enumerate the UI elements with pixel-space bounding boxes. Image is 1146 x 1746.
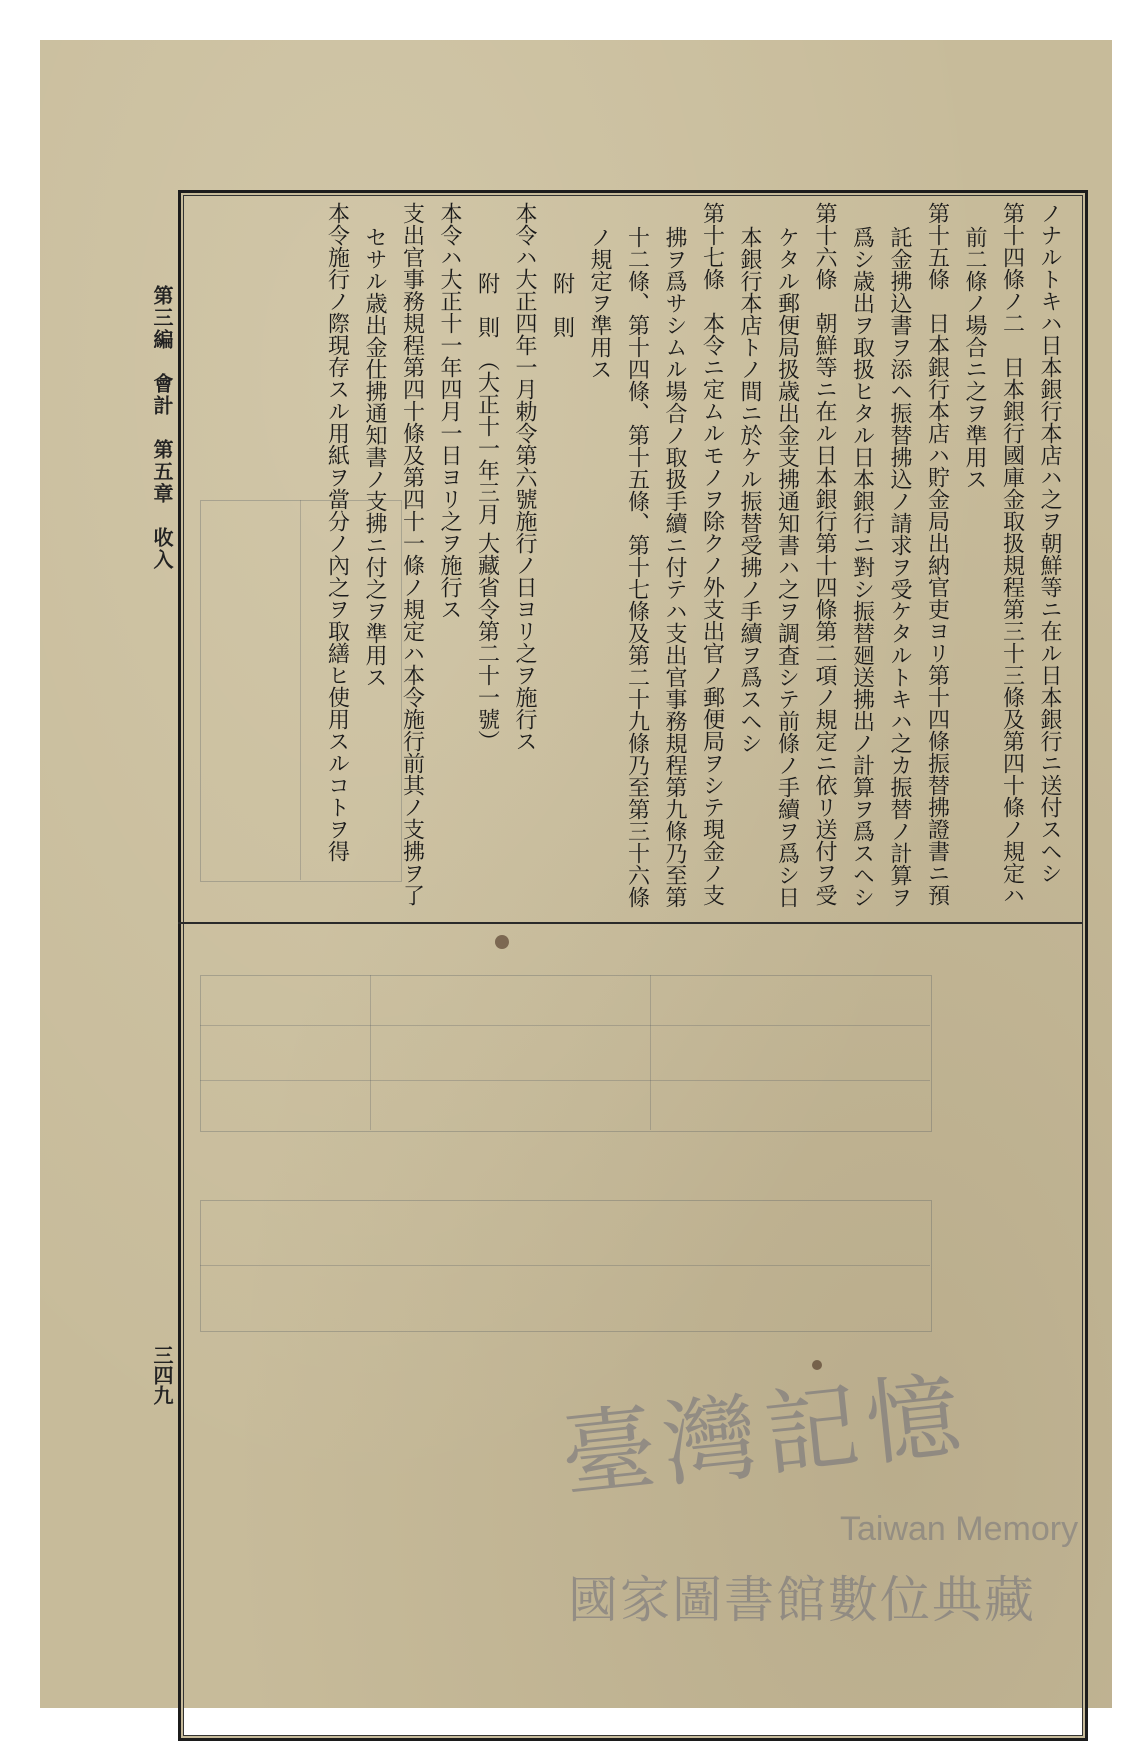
text-line: 本銀行本店トノ間ニ於ケル振替受拂ノ手續ヲ爲スヘシ bbox=[737, 226, 762, 754]
text-line: 託金拂込書ヲ添ヘ振替拂込ノ請求ヲ受ケタルトキハ之カ振替ノ計算ヲ bbox=[887, 226, 912, 908]
supplementary-text: 支出官事務規程第四十條及第四十一條ノ規定ハ本令施行前其ノ支拂ヲ了 bbox=[399, 202, 425, 906]
supplementary-heading: 附 則 bbox=[549, 272, 575, 338]
text-line: ノナルトキハ日本銀行本店ハ之ヲ朝鮮等ニ在ル日本銀行ニ送付スヘシ bbox=[1037, 202, 1062, 884]
page-number: 三四九 bbox=[150, 1345, 174, 1405]
text-line: ノ規定ヲ準用ス bbox=[587, 226, 612, 380]
supplementary-heading: 附 則 （大正十一年三月 大藏省令第二十一號） bbox=[474, 272, 500, 752]
supplementary-text: 本令ハ大正四年一月勅令第六號施行ノ日ヨリ之ヲ施行ス bbox=[512, 202, 537, 752]
frame-divider bbox=[178, 922, 1082, 924]
article-14-2: 第十四條ノ二 日本銀行國庫金取扱規程第三十三條及第四十條ノ規定ハ bbox=[999, 202, 1025, 906]
body-text bbox=[278, 202, 1068, 907]
watermark-chinese: 國家圖書館數位典藏 bbox=[568, 1571, 1036, 1629]
text-line: 爲シ歳出ヲ取扱ヒタル日本銀行ニ對シ振替廻送拂出ノ計算ヲ爲スヘシ bbox=[849, 226, 875, 908]
text-line: ケタル郵便局扱歳出金支拂通知書ハ之ヲ調査シテ前條ノ手續ヲ爲シ日 bbox=[774, 226, 800, 908]
page-scan bbox=[40, 40, 1112, 1708]
text-line: 十二條、第十四條、第十五條、第十七條及第二十九條乃至第三十六條 bbox=[624, 226, 650, 908]
supplementary-text: 本令施行ノ際現存スル用紙ヲ當分ノ內之ヲ取繕ヒ使用スルコトヲ得 bbox=[324, 202, 350, 862]
watermark-english: Taiwan Memory bbox=[840, 1510, 1079, 1548]
text-line: 拂ヲ爲サシムル場合ノ取扱手續ニ付テハ支出官事務規程第九條乃至第 bbox=[662, 226, 687, 908]
text-line: 前二條ノ場合ニ之ヲ準用ス bbox=[962, 226, 987, 490]
supplementary-text: 本令ハ大正十一年四月一日ヨリ之ヲ施行ス bbox=[437, 202, 462, 620]
text-line: セサル歳出金仕拂通知書ノ支拂ニ付之ヲ準用ス bbox=[362, 226, 387, 688]
article-17: 第十七條 本令ニ定ムルモノヲ除クノ外支出官ノ郵便局ヲシテ現金ノ支 bbox=[699, 202, 725, 906]
article-15: 第十五條 日本銀行本店ハ貯金局出納官吏ヨリ第十四條振替拂證書ニ預 bbox=[924, 202, 950, 906]
watermark-logo: 臺灣記憶 bbox=[556, 1360, 974, 1512]
running-head: 第三編 會計 第五章 收入 bbox=[150, 285, 174, 571]
article-16: 第十六條 朝鮮等ニ在ル日本銀行第十四條第二項ノ規定ニ依リ送付ヲ受 bbox=[812, 202, 837, 906]
